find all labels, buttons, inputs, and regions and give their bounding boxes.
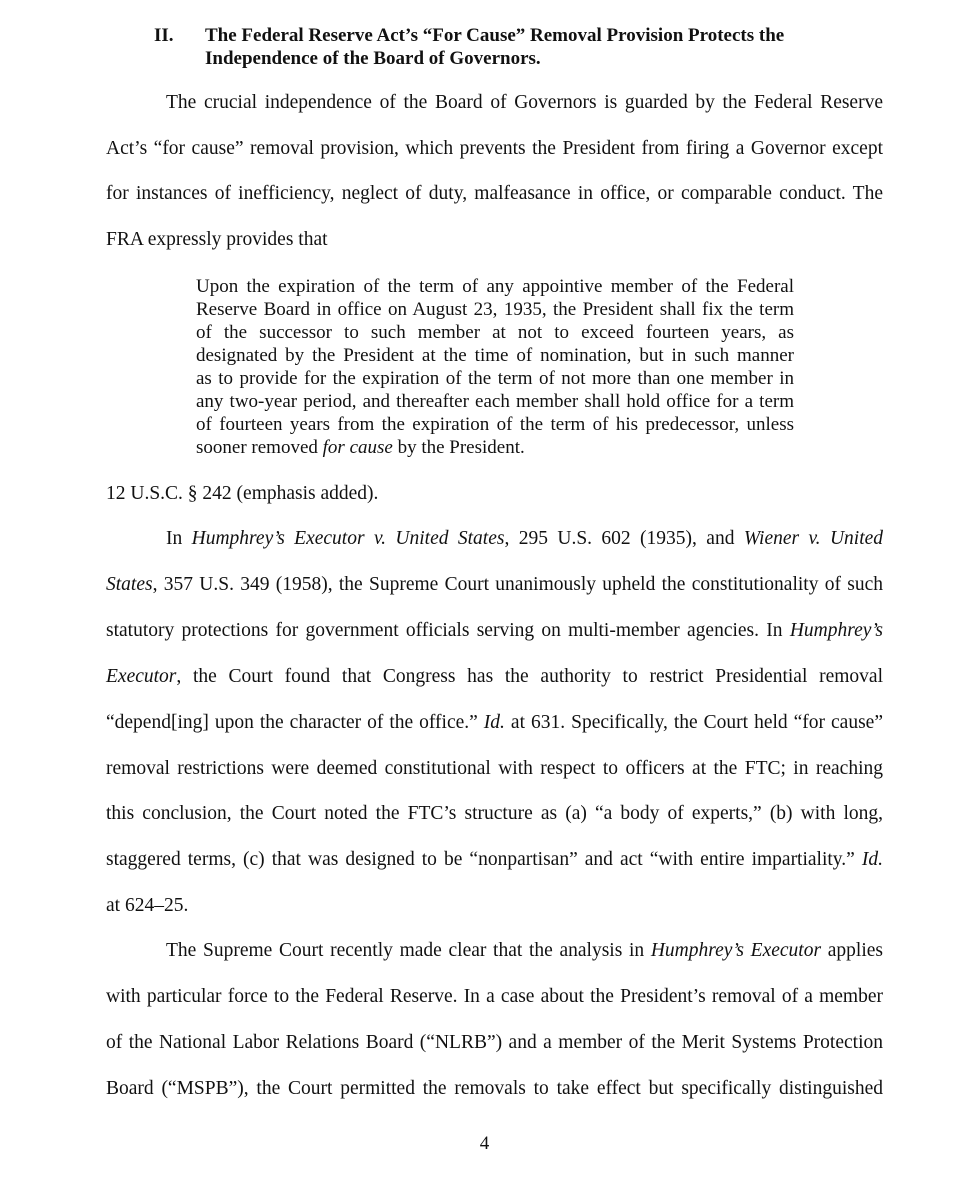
paragraph-line (106, 711, 883, 735)
paragraph-line: FRA expressly provides that (106, 229, 328, 250)
paragraph-line (106, 619, 883, 643)
quote-line: any two-year period, and thereafter each member shall hold office for a term (196, 391, 794, 412)
citation: 12 U.S.C. § 242 (emphasis added). (106, 483, 379, 504)
paragraph-line: The crucial independence of the Board of Governors is guarded by the Federal Reserve (166, 92, 883, 113)
case-name: States (106, 574, 153, 595)
quote-text: by the President. (392, 437, 525, 458)
paragraph-line: for instances of inefficiency, neglect of duty, malfeasance in office, or comparable conduct. The (106, 183, 883, 204)
paragraph-line: at 624–25. (106, 895, 189, 916)
section-number: II. (154, 25, 174, 46)
text-run: staggered terms, (c) that was designed to be “nonpartisan” and act “with entire impartiality.” (106, 849, 862, 870)
paragraph-line: Board (“MSPB”), the Court permitted the removals to take effect but specifically distinguished (106, 1078, 883, 1099)
paragraph-line (106, 573, 883, 597)
text-run: applies (821, 940, 883, 961)
case-name: Humphrey’s Executor (650, 940, 822, 961)
case-name: Humphrey’s Executor v. United States (191, 528, 505, 549)
section-title (205, 24, 885, 70)
paragraph-line (106, 848, 883, 872)
text-run: In (166, 528, 192, 549)
quote-line: Reserve Board in office on August 23, 1935, the President shall fix the term (196, 299, 794, 320)
paragraph-line (106, 665, 883, 689)
quote-line: of fourteen years from the expiration of the term of his predecessor, unless (196, 414, 794, 435)
citation-id: Id. (861, 849, 883, 870)
text-run: “depend[ing] upon the character of the office.” (106, 712, 484, 733)
quote-line (196, 436, 794, 459)
text-run: The Supreme Court recently made clear that the analysis in (166, 940, 651, 961)
paragraph-line (166, 527, 883, 551)
case-name: Wiener v. United (743, 528, 884, 549)
text-run: at 631. Specifically, the Court held “for cause” (504, 712, 883, 733)
paragraph-line: of the National Labor Relations Board (“NLRB”) and a member of the Merit Systems Protection (106, 1032, 883, 1053)
quote-emphasis: for cause (322, 437, 393, 458)
case-name: Executor (106, 666, 177, 687)
quote-line: of the successor to such member at not to exceed fourteen years, as (196, 322, 794, 343)
section-title-line: The Federal Reserve Act’s “For Cause” Removal Provision Protects the (205, 25, 785, 46)
quote-line: as to provide for the expiration of the term of not more than one member in (196, 368, 794, 389)
quote-text: sooner removed (196, 437, 323, 458)
paragraph-line: with particular force to the Federal Reserve. In a case about the President’s removal of a member (106, 986, 883, 1007)
paragraph-line (166, 939, 883, 963)
text-run: , the Court found that Congress has the authority to restrict Presidential removal (176, 666, 883, 687)
case-name: Humphrey’s (789, 620, 883, 641)
citation-id: Id. (483, 712, 505, 733)
paragraph-line: removal restrictions were deemed constitutional with respect to officers at the FTC; in reaching (106, 758, 883, 779)
paragraph-line: Act’s “for cause” removal provision, which prevents the President from firing a Governor except (106, 138, 883, 159)
text-run: , 357 U.S. 349 (1958), the Supreme Court unanimously upheld the constitutionality of such (152, 574, 883, 595)
section-title-line: Independence of the Board of Governors. (205, 48, 541, 69)
quote-line: designated by the President at the time of nomination, but in such manner (196, 345, 794, 366)
text-run: , 295 U.S. 602 (1935), and (504, 528, 744, 549)
paragraph-line: this conclusion, the Court noted the FTC’s structure as (a) “a body of experts,” (b) with long, (106, 803, 883, 824)
text-run: statutory protections for government officials serving on multi-member agencies. In (106, 620, 790, 641)
quote-line: Upon the expiration of the term of any appointive member of the Federal (196, 276, 794, 297)
page-number: 4 (479, 1133, 490, 1154)
